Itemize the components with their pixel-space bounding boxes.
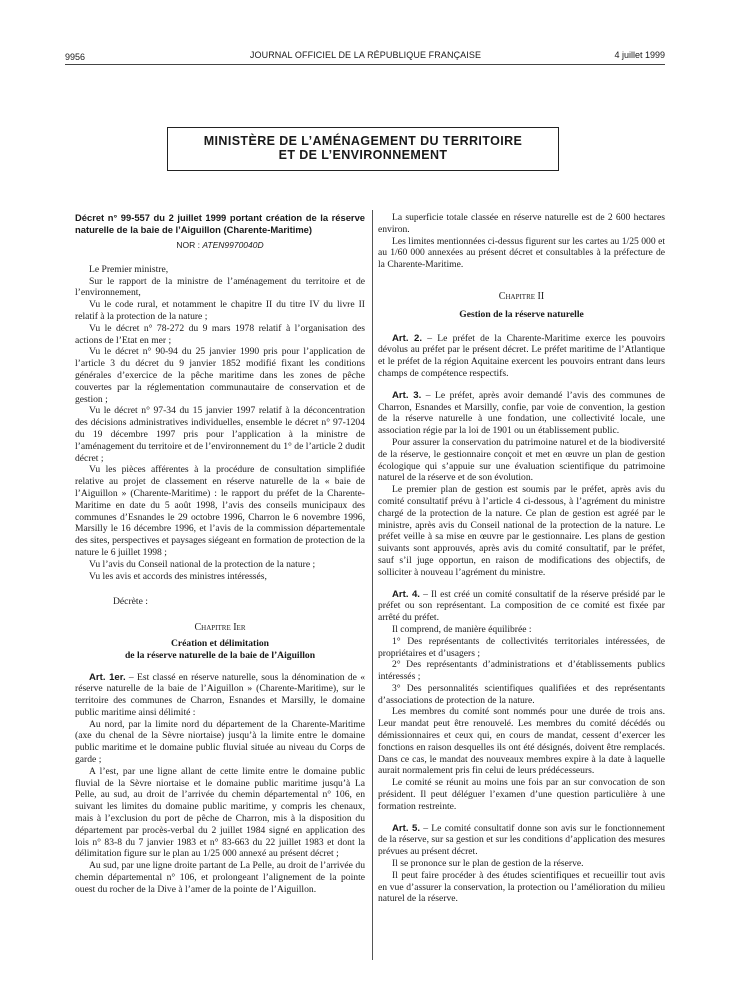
paragraph: 1° Des représentants de collectivités territoriales intéressées, de propriétaires et d’usagers ; <box>378 635 665 659</box>
journal-title: JOURNAL OFFICIEL DE LA RÉPUBLIQUE FRANÇAISE <box>249 50 482 60</box>
paragraph: Vu le décret n° 90-94 du 25 janvier 1990 pris pour l’application de l’article 3 du décret du 9 janvier 1852 modifié fixant les conditions générales d’exercice de la pêche maritime dans les zones de pêche couvertes par la réglementation communautaire de conservation et de gestion ; <box>75 346 365 405</box>
paragraph: Vu l’avis du Conseil national de la protection de la nature ; <box>89 558 316 570</box>
header-rule <box>65 64 665 65</box>
article-1-label: Art. 1er. <box>89 671 126 683</box>
paragraph: Vu les pièces afférentes à la procédure de consultation simplifiée relative au projet de classement en réserve naturelle de la « baie de l’Aiguillon » (Charente-Maritime) : le rapport du préfet de la Charente-Maritime en date du 5 août 1998, l’avis des conseils municipaux des communes d’Esnandes le 29 octobre 1996, Charron le 6 novembre 1996, Marsilly le 16 décembre 1996, et l’avis de la commission départementale des sites, perspectives et paysages siégeant en formation de protection de la nature le 6 juillet 1998 ; <box>75 464 365 558</box>
issue-date: 4 juillet 1999 <box>614 50 665 60</box>
nor-label: NOR : <box>176 240 200 250</box>
paragraph: Vu les avis et accords des ministres intéressés, <box>89 570 267 582</box>
chapter-1-title-line-2: de la réserve naturelle de la baie de l’Aiguillon <box>124 649 316 661</box>
chapter-2-heading: Chapitre II <box>498 290 545 302</box>
chapter-1-heading: Chapitre Ier <box>194 622 246 634</box>
article-5 <box>378 823 665 858</box>
article-3-text: – Le préfet, après avoir demandé l’avis des communes de Charron, Esnandes et Marsilly, confie, par voie de convention, la gestion de la réserve naturelle à une fondation, une collectivité locale, une association régie par la loi de 1901 ou un établissement public. <box>378 389 665 437</box>
article-1-text: – Est classé en réserve naturelle, sous la dénomination de « réserve naturelle de la baie de l’Aiguillon » (Charente-Maritime), sur le territoire des communes de Charron, Esnandes et Marsilly, le domaine public maritime ainsi délimité : <box>75 671 366 718</box>
decree-title: Décret n° 99-557 du 2 juillet 1999 portant création de la réserve naturelle de la baie de l’Aiguillon (Charente-Maritime) <box>75 212 365 235</box>
paragraph: Vu le décret n° 97-34 du 15 janvier 1997 relatif à la déconcentration des décisions administratives individuelles, ensemble le décret n° 97-1204 du 19 décembre 1997 pris pour l’application à la ministre de l’aménagement du territoire et de l’environnement du 1° de l’article 2 dudit décret ; <box>75 405 365 464</box>
paragraph: Au nord, par la limite nord du département de la Charente-Maritime (axe du chenal de la Sèvre niortaise) jusqu’à la limite entre le domaine public maritime et le domaine public fluvial située au niveau du Corps de garde ; <box>75 718 365 766</box>
page-number: 9956 <box>65 52 86 62</box>
article-3 <box>378 390 665 437</box>
paragraph: Il comprend, de manière équilibrée : <box>392 623 532 635</box>
paragraph: Vu le code rural, et notamment le chapitre II du titre IV du livre II relatif à la protection de la nature ; <box>75 299 365 322</box>
running-header <box>0 48 731 62</box>
decrete: Décrète : <box>113 596 148 608</box>
paragraph: 3° Des personnalités scientifiques qualifiées et des représentants d’associations de protection de la nature. <box>378 682 665 706</box>
article-2 <box>378 333 665 380</box>
paragraph: Au sud, par une ligne droite partant de La Pelle, au droit de l’arrivée du chemin départemental n° 106, et prolongeant l’alignement de la pointe ouest du rocher de la Dive à l’amer de la pointe de l’Aiguillon. <box>75 860 365 895</box>
article-4-label: Art. 4. <box>392 588 420 600</box>
paragraph: La superficie totale classée en réserve naturelle est de 2 600 hectares environ. <box>378 212 665 235</box>
paragraph: A l’est, par une ligne allant de cette limite entre le domaine public fluvial de la Sèvre niortaise et le domaine public maritime jusqu’à La Pelle, au sud, au droit de l’arrivée du chemin départemental n° 106, en suivant les limites du domaine public maritime, y compris les chenaux, mais à l’exclusion du port de pêche de Charron, mis à la disposition du département par procès-verbal du 2 juillet 1984 signé en application des lois n° 83-8 du 7 janvier 1983 et n° 83-663 du 22 juillet 1983 et dont la délimitation figure sur le plan au 1/25 000 annexé au présent décret ; <box>75 765 365 860</box>
article-5-text: – Le comité consultatif donne son avis sur le fonctionnement de la réserve, sur sa gestion et sur les conditions d’application des mesures prévues au présent décret. <box>378 822 665 858</box>
nor-value: ATEN9970040D <box>202 240 264 250</box>
right-column <box>378 212 665 905</box>
chapter-1-title-line-1: Création et délimitation <box>170 637 270 649</box>
article-5-label: Art. 5. <box>392 822 421 834</box>
paragraph: Il se prononce sur le plan de gestion de la réserve. <box>392 858 584 870</box>
paragraph: 2° Des représentants d’administrations et d’établissements publics intéressés ; <box>378 659 665 683</box>
article-3-label: Art. 3. <box>392 389 422 401</box>
paragraph: Le Premier ministre, <box>89 263 169 275</box>
paragraph: Les limites mentionnées ci-dessus figurent sur les cartes au 1/25 000 et au 1/60 000 annexées au présent décret et consultables à la préfecture de la Charente-Maritime. <box>378 235 665 271</box>
ministry-box <box>167 127 559 171</box>
paragraph: Sur le rapport de la ministre de l’aménagement du territoire et de l’environnement, <box>75 275 365 299</box>
column-divider <box>372 210 373 960</box>
article-2-label: Art. 2. <box>392 332 423 344</box>
article-2-text: – Le préfet de la Charente-Maritime exerce les pouvoirs dévolus au préfet par le présent décret. Le préfet maritime de l’Atlantique et le préfet de la région Aquitaine exercent les pouvoirs entrant dans leurs champs de compétence respectifs. <box>378 332 665 379</box>
paragraph: Le premier plan de gestion est soumis par le préfet, après avis du comité consultatif prévu à l’article 4 ci-dessous, à l’agrément du ministre chargé de la protection de la nature. Ce plan de gestion est agréé par le ministre, après avis du Conseil national de la protection de la nature. Le préfet veille à sa mise en œuvre par le gestionnaire. Les plans de gestion suivants sont approuvés, après avis du comité consultatif, par le préfet, sauf s’il juge opportun, en raison de modifications des objectifs, de solliciter à nouveau l’agrément du ministre. <box>378 484 665 578</box>
paragraph: Le comité se réunit au moins une fois par an sur convocation de son président. Il peut déléguer l’examen d’une question particulière à une formation restreinte. <box>378 777 665 812</box>
nor-reference <box>75 240 365 252</box>
article-4-text: – Il est créé un comité consultatif de la réserve présidé par le préfet ou son représentant. La composition de ce comité est fixée par arrêté du préfet. <box>378 588 665 624</box>
paragraph: Il peut faire procéder à des études scientifiques et recueillir tout avis en vue d’assurer la conservation, la protection ou l’amélioration du milieu naturel de la réserve. <box>378 869 665 905</box>
article-4 <box>378 589 665 624</box>
article-1 <box>75 672 365 719</box>
paragraph: Vu le décret n° 78-272 du 9 mars 1978 relatif à l’organisation des actions de l’Etat en mer ; <box>75 322 365 346</box>
ministry-line-2: ET DE L’ENVIRONNEMENT <box>278 148 448 162</box>
chapter-2-title: Gestion de la réserve naturelle <box>459 308 584 320</box>
paragraph: Les membres du comité sont nommés pour une durée de trois ans. Leur mandat peut être renouvelé. Les membres du comité décédés ou démissionnaires et ceux qui, en cours de mandat, cessent d’exercer les fonctions en raison desquelles ils ont été désignés, doivent être remplacés. Dans ce cas, le mandat des nouveaux membres expire à la date à laquelle aurait normalement pris fin celui de leurs prédécesseurs. <box>378 706 665 777</box>
left-column <box>75 212 365 896</box>
paragraph: Pour assurer la conservation du patrimoine naturel et de la biodiversité de la réserve, le gestionnaire conçoit et met en œuvre un plan de gestion écologique qui s’appuie sur une évaluation scientifique du patrimoine naturel de la réserve et de son évolution. <box>378 436 665 484</box>
ministry-line-1: MINISTÈRE DE L’AMÉNAGEMENT DU TERRITOIRE <box>203 134 523 148</box>
